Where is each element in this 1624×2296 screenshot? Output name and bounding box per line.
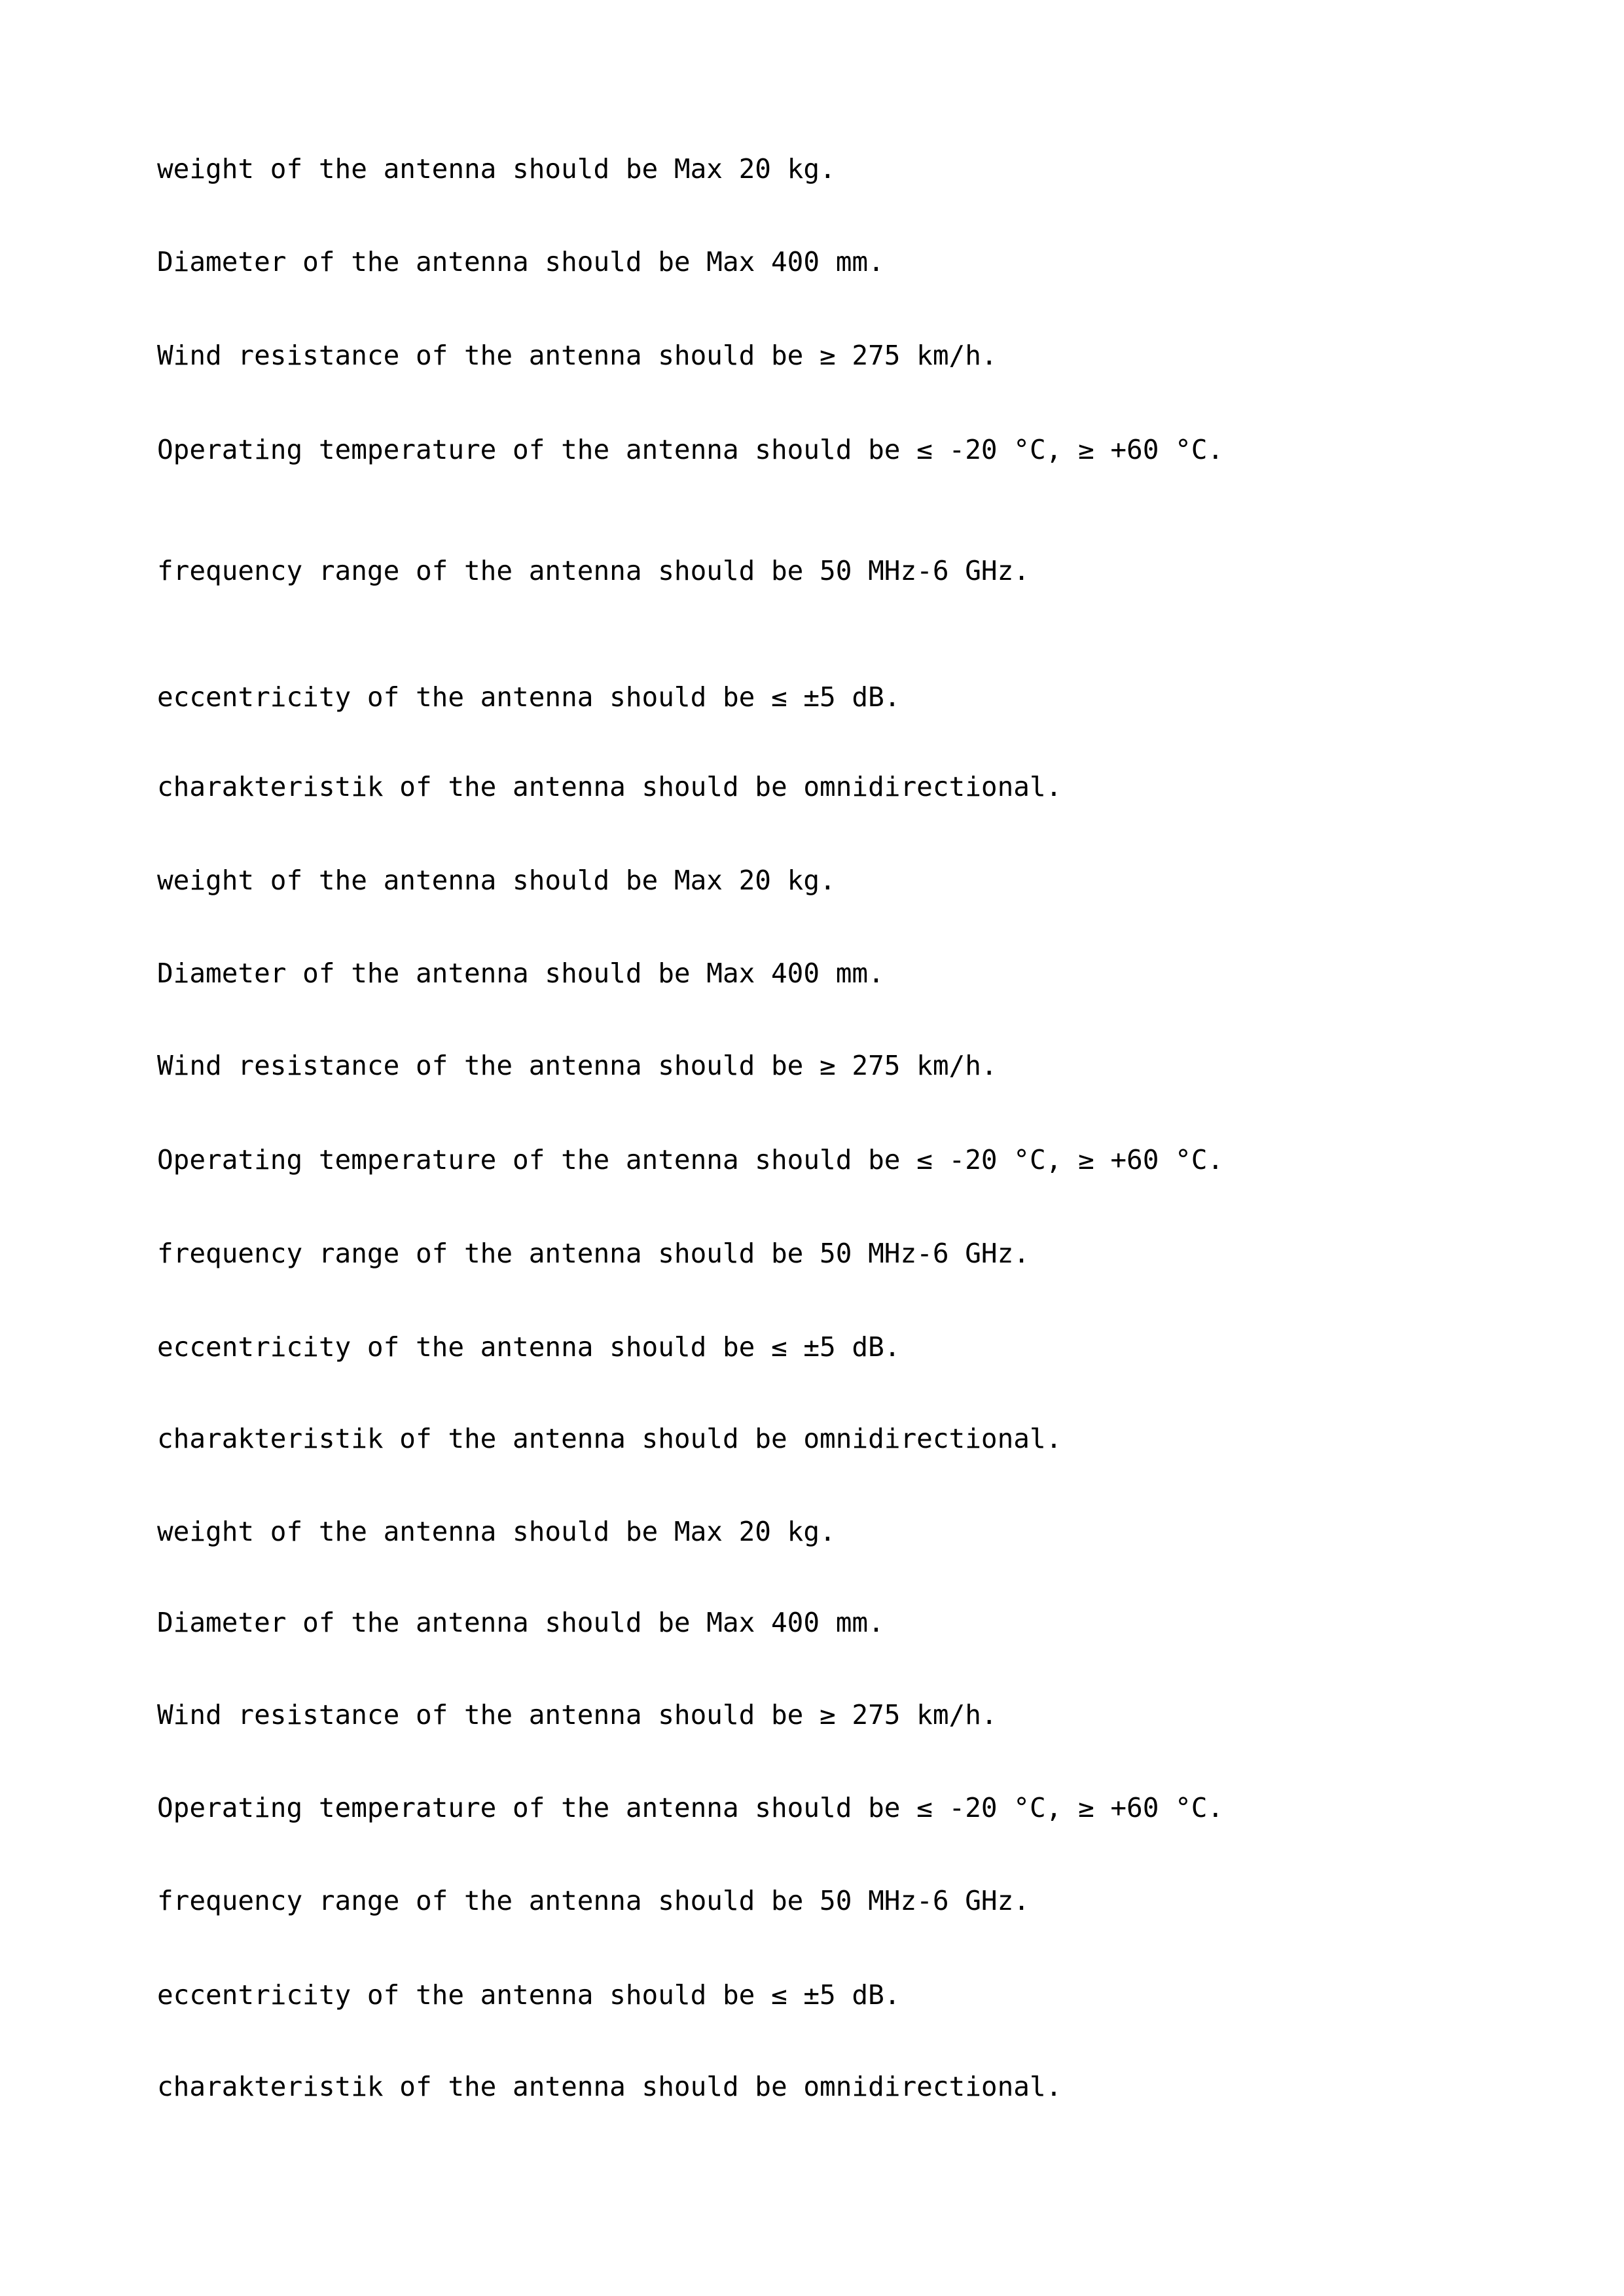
document-line: Diameter of the antenna should be Max 400 mm.: [157, 246, 884, 278]
document-line: Diameter of the antenna should be Max 400 mm.: [157, 958, 884, 989]
document-line: charakteristik of the antenna should be omnidirectional.: [157, 2071, 1062, 2102]
document-line: Operating temperature of the antenna should be ≤ -20 °C, ≥ +60 °C.: [157, 434, 1224, 465]
document-line: Wind resistance of the antenna should be ≥ 275 km/h.: [157, 340, 998, 371]
document-line: frequency range of the antenna should be 50 MHz-6 GHz.: [157, 1885, 1030, 1916]
document-line: weight of the antenna should be Max 20 kg.: [157, 1516, 836, 1547]
document-line: frequency range of the antenna should be 50 MHz-6 GHz.: [157, 555, 1030, 586]
document-line: eccentricity of the antenna should be ≤ ±5 dB.: [157, 1979, 901, 2011]
document-line: frequency range of the antenna should be 50 MHz-6 GHz.: [157, 1238, 1030, 1269]
document-line: Operating temperature of the antenna should be ≤ -20 °C, ≥ +60 °C.: [157, 1144, 1224, 1175]
document-line: charakteristik of the antenna should be omnidirectional.: [157, 771, 1062, 802]
document-line: Diameter of the antenna should be Max 400 mm.: [157, 1607, 884, 1638]
document-line: weight of the antenna should be Max 20 kg.: [157, 865, 836, 896]
document-line: eccentricity of the antenna should be ≤ ±5 dB.: [157, 681, 901, 713]
document-line: Wind resistance of the antenna should be ≥ 275 km/h.: [157, 1050, 998, 1081]
document-line: weight of the antenna should be Max 20 kg.: [157, 153, 836, 185]
document-line: Operating temperature of the antenna should be ≤ -20 °C, ≥ +60 °C.: [157, 1792, 1224, 1823]
document-line: charakteristik of the antenna should be omnidirectional.: [157, 1423, 1062, 1454]
document-line: eccentricity of the antenna should be ≤ ±5 dB.: [157, 1331, 901, 1363]
document-line: Wind resistance of the antenna should be ≥ 275 km/h.: [157, 1699, 998, 1731]
